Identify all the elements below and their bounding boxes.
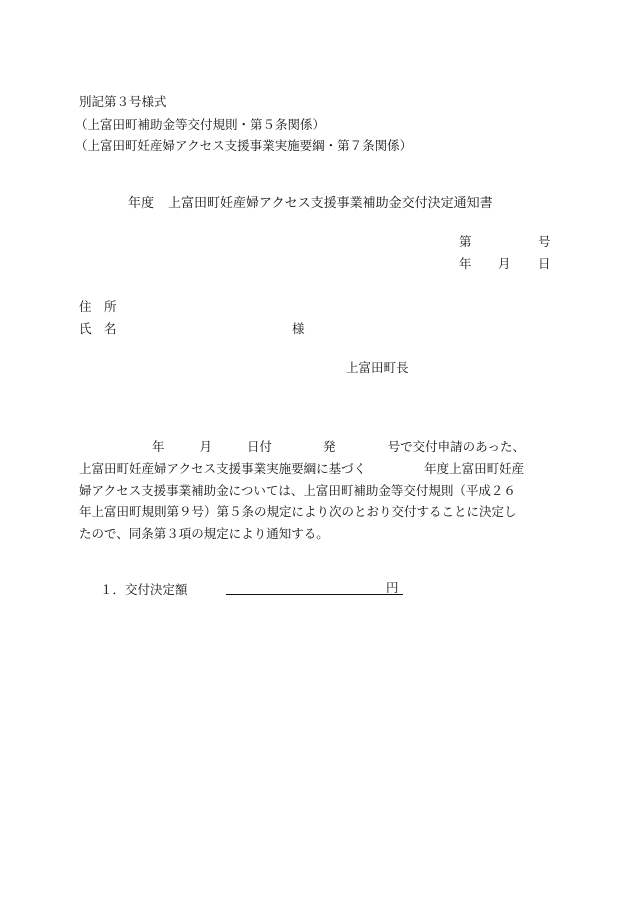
body-line-5: たので、同条第３項の規定により通知する。 bbox=[79, 526, 329, 541]
body-line-3: 婦アクセス支援事業補助金については、上富田町補助金等交付規則（平成２６ bbox=[79, 483, 516, 498]
name-label: 氏 名 bbox=[79, 321, 117, 336]
date-year: 年 bbox=[459, 256, 472, 271]
amount-unit: 円 bbox=[386, 582, 403, 596]
regulation-reference-2: （上富田町妊産婦アクセス支援事業実施要綱・第７条関係） bbox=[75, 138, 413, 153]
amount-blank[interactable] bbox=[226, 581, 386, 595]
date-day: 日 bbox=[538, 256, 551, 271]
address-label: 住 所 bbox=[79, 299, 117, 314]
doc-number-go: 号 bbox=[538, 234, 551, 249]
body-line-2: 上富田町妊産婦アクセス支援事業実施要綱に基づく 年度上富田町妊産 bbox=[79, 461, 525, 476]
amount-field[interactable] bbox=[226, 581, 403, 595]
date-month: 月 bbox=[498, 256, 511, 271]
regulation-reference-1: （上富田町補助金等交付規則・第５条関係） bbox=[75, 117, 326, 132]
amount-label: １．交付決定額 bbox=[100, 582, 188, 597]
body-line-4: 年上富田町規則第９号）第５条の規定により次のとおり交付することに決定し bbox=[79, 504, 517, 519]
issuer: 上富田町長 bbox=[346, 360, 409, 375]
title-text: 上富田町妊産婦アクセス支援事業補助金交付決定通知書 bbox=[168, 196, 493, 211]
doc-number-dai: 第 bbox=[459, 234, 472, 249]
form-number: 別記第３号様式 bbox=[79, 94, 167, 109]
document-title bbox=[128, 197, 493, 210]
title-year-label: 年度 bbox=[128, 196, 155, 211]
honorific: 様 bbox=[292, 321, 305, 336]
body-line-1: 年 月 日付 発 号で交付申請のあった、 bbox=[152, 439, 525, 454]
